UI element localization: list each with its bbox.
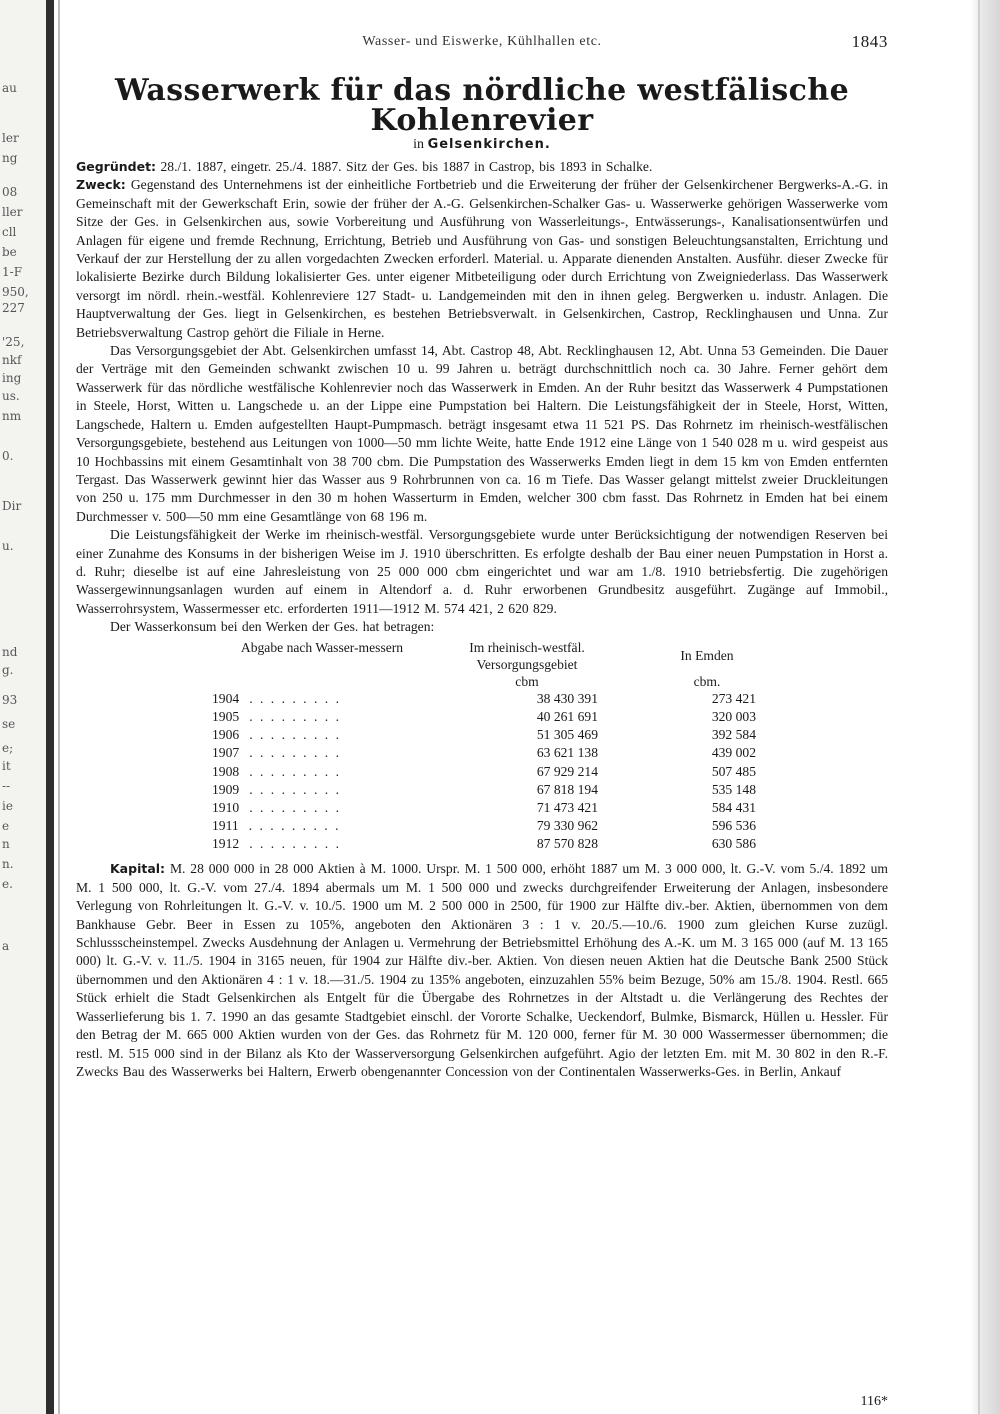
left-page-fragment: nm	[2, 409, 22, 423]
page-edge-line	[978, 0, 980, 1414]
emden-cell: 535 148	[711, 781, 756, 797]
table-row	[212, 691, 792, 709]
company-title: Wasserwerk für das nördliche westfälische Kohlenrevier	[114, 73, 850, 138]
left-page-fragment: 1-F	[2, 265, 23, 279]
founded-text: 28./1. 1887, eingetr. 25./4. 1887. Sitz der Ges. bis 1887 in Castrop, bis 1893 in Schalke.	[160, 159, 653, 174]
table-row	[212, 800, 792, 818]
left-page-fragment: be	[2, 245, 17, 259]
left-page-fragment: ler	[2, 131, 19, 145]
left-page-fragment: cll	[2, 225, 17, 239]
rhein-westf-cell: 38 430 391	[536, 690, 598, 706]
capacity-paragraph: Die Leistungsfähigkeit der Werke im rheinisch-westfäl. Versorgungsgebiete wurde unter Berücksichtigung der notwendigen Reserven bei einer Zunahme des Konsums in der bisherigen Weise im J. 1910 überschritten. Es erfolgte deshalb der Bau einer neuen Pumpstation in Horst a. d. Ruhr; dieselbe ist auf eine Jahresleistung von 25 000 000 cbm eingerichtet und war am 1./8. 1910 betriebsfertig. Die zugehörigen Wassergewinnungsanlagen wurden auf einem in Altendorf a. d. Ruhr erworbenen Grundbesitz ausgeführt. Zugänge auf Immobil., Wasserrohrsystem, Wassermesser etc. erforderten 1911—1912 M. 574 421, 2 620 829.	[76, 527, 888, 616]
water-consumption-table	[212, 639, 792, 855]
left-page-fragment: 0.	[2, 449, 14, 463]
left-page-fragment: e	[2, 819, 10, 833]
unit-cbm-emden: cbm.	[693, 673, 721, 689]
col-head-rhein-westf: Im rheinisch-westfäl. Versorgungsgebiet	[469, 639, 585, 672]
founded-label: Gegründet:	[76, 159, 157, 174]
document-page	[76, 30, 888, 1410]
left-page-fragment: Dir	[2, 499, 22, 513]
emden-cell: 584 431	[711, 799, 756, 815]
left-page-fragment: n	[2, 837, 10, 851]
supply-area-paragraph: Das Versorgungsgebiet der Abt. Gelsenkirchen umfasst 14, Abt. Castrop 48, Abt. Recklinghausen 12, Abt. Unna 53 Gemeinden. Die Dauer der Verträge mit den Gemeinden schwankt zwischen 10 u. 99 Jahren u. beträgt durchschnittlich noch ca. 30 Jahre. Ferner gehört dem Wasserwerk für das nördliche westfälische Kohlenrevier noch das Wasserwerk in Emden. An der Ruhr besitzt das Wasserwerk 4 Pumpstationen in Steele, Horst, Witten u. Langschede u. an der Lippe eine Pumpstation bei Haltern. Die Leistungsfähigkeit der in Steele, Horst, Witten, Langschede, Haltern u. Emden aufgestellten Haupt-Pumpmasch. beträgt insgesamt etwa 11 521 PS. Das Rohrnetz im rheinisch-westfälischen Versorgungsgebiete, bestehend aus Leitungen von 1000—50 mm lichte Weite, hatte Ende 1912 eine Länge von 1 540 028 m u. wird gespeist aus 10 Hochbassins mit einem Gesamtinhalt von 38 700 cbm. Die Pumpstation des Wasserwerks Emden liegt in dem 15 km von Emden entfernten Tergast. Das Wasserwerk gewinnt hier das Wasser aus 9 Rohrbrunnen von ca. 16 m Tiefe. Das Wasser gelangt mittelst zweier Druckleitungen von 250 u. 175 mm Durchmesser in den 30 m hohen Wasserturm in Emden, welcher 300 cbm fasst. Das Rohrnetz in Emden hat bei einem Durchmesser v. 500—50 mm eine Gesamtlänge von 68 196 m.	[76, 343, 888, 524]
rhein-westf-cell: 67 818 194	[536, 781, 598, 797]
col-head-delivery: Abgabe nach Wasser-messern	[240, 639, 404, 655]
capital-paragraph	[76, 860, 888, 1081]
gutter-shadow	[58, 0, 60, 1414]
left-page-fragment: ie	[2, 799, 13, 813]
table-intro: Der Wasserkonsum bei den Werken der Ges. hat betragen:	[110, 619, 435, 635]
left-page-fragment: us.	[2, 389, 20, 403]
rhein-westf-cell: 79 330 962	[536, 818, 598, 834]
left-page-fragment: e.	[2, 877, 13, 891]
year-cell: 1911 . . . . . . . . .	[212, 818, 341, 834]
left-page-fragment: n.	[2, 857, 14, 871]
emden-cell: 596 536	[711, 818, 756, 834]
left-page-fragment: ng	[2, 151, 18, 165]
emden-cell: 439 002	[711, 745, 756, 761]
table-row	[212, 764, 792, 782]
company-location	[76, 137, 888, 153]
table-row	[212, 782, 792, 800]
table-row	[212, 836, 792, 854]
rhein-westf-cell: 71 473 421	[536, 799, 598, 815]
year-cell: 1912 . . . . . . . . .	[212, 836, 341, 852]
capital-label: Kapital:	[110, 861, 166, 877]
left-page-fragment: nd	[2, 645, 18, 659]
purpose-text: Gegenstand des Unternehmens ist der einheitliche Fortbetrieb und die Erweiterung der früher der Gelsenkirchener Bergwerks-A.-G. in Gemeinschaft mit der Gewerkschaft Erin, sowie der früher der A.-G. Gelsenkirchen-Schalker Gas- u. Wasserwerke gehörigen Wasserwerke vom Sitze der Ges. in Gelsenkirchen aus, sowie Vorbereitung und Ausführung von Wasserleitungs-, Entwässerungs-, Kanalisationsentwürfen und Anlagen für eigene und fremde Rechnung, Errichtung, Betrieb und Ausführung von Gas- und sonstigen Beleuchtungsanstalten, Errichtung und Verkauf der zur Herstellung der zu allen vorgedachten Zwecken erforderl. Material. u. Apparate dienenden Anstalten. Ausführ. dieser Zwecke für lokalisierte Bezirke durch Bildung lokalisierter Ges. unter eigener Mitbeteiligung oder durch Errichtung von Zweigniederlass. Das Wasserwerk versorgt im nördl. rhein.-westfäl. Kohlenreviere 127 Stadt- u. Landgemeinden mit den in ihnen geleg. Bergwerken u. industr. Anlagen. Die Hauptverwaltung der Ges. liegt in Gelsenkirchen, es bestehen Betriebsverwalt. in Gelsenkirchen, Castrop, Recklinghausen und Unna. Zur Betriebsverwaltung Castrop gehört die Filiale in Herne.	[76, 177, 888, 340]
signature-mark: 116*	[860, 1394, 888, 1409]
table-row	[212, 818, 792, 836]
founded-paragraph	[76, 158, 888, 176]
rhein-westf-cell: 63 621 138	[536, 745, 598, 761]
purpose-paragraph	[76, 176, 888, 342]
unit-cbm: cbm	[515, 673, 539, 689]
subtitle-city: Gelsenkirchen.	[427, 137, 551, 152]
left-page-fragment: au	[2, 81, 17, 95]
left-page-fragment: u.	[2, 539, 14, 553]
year-cell: 1909 . . . . . . . . .	[212, 781, 341, 797]
left-page-fragment: 08	[2, 185, 18, 199]
book-gutter	[46, 0, 54, 1414]
page-number: 1843	[851, 32, 888, 51]
running-title: Wasser- und Eiswerke, Kühlhallen etc.	[362, 34, 602, 49]
table-header-row	[212, 639, 792, 673]
year-cell: 1904 . . . . . . . . .	[212, 690, 341, 706]
emden-cell: 320 003	[711, 708, 756, 724]
left-page-fragment: ller	[2, 205, 23, 219]
year-cell: 1906 . . . . . . . . .	[212, 727, 341, 743]
running-header	[76, 30, 888, 56]
left-facing-page	[0, 0, 48, 1414]
year-cell: 1908 . . . . . . . . .	[212, 763, 341, 779]
left-page-fragment: 93	[2, 693, 18, 707]
page-edge	[970, 0, 1000, 1414]
left-page-fragment: ing	[2, 371, 22, 385]
subtitle-prefix: in	[413, 137, 425, 152]
left-page-fragment: g.	[2, 663, 14, 677]
emden-cell: 630 586	[711, 836, 756, 852]
purpose-label: Zweck:	[76, 177, 126, 193]
rhein-westf-cell: 51 305 469	[536, 727, 598, 743]
col-head-emden: In Emden	[680, 648, 734, 664]
left-page-fragment: nkf	[2, 353, 22, 367]
left-page-fragment: 227	[2, 301, 25, 315]
year-cell: 1910 . . . . . . . . .	[212, 799, 341, 815]
year-cell: 1907 . . . . . . . . .	[212, 745, 341, 761]
emden-cell: 507 485	[711, 763, 756, 779]
rhein-westf-cell: 40 261 691	[536, 708, 598, 724]
left-page-fragment: '25,	[2, 335, 25, 349]
table-unit-row	[212, 673, 792, 691]
rhein-westf-cell: 67 929 214	[536, 763, 598, 779]
left-page-fragment: a	[2, 939, 10, 953]
left-page-fragment: --	[2, 779, 11, 793]
table-row	[212, 709, 792, 727]
capital-text: M. 28 000 000 in 28 000 Aktien à M. 1000. Urspr. M. 1 500 000, erhöht 1887 um M. 3 000 000, lt. G.-V. vom 5./4. 1892 um M. 1 500 000, lt. G.-V. vom 27./4. 1894 abermals um M. 1 500 000 und zwecks durchgreifender Erweiterung der Anlagen, insbesondere Verlegung von Rohrleitungen lt. G.-V. v. 10./5. 1900 um M. 2 500 000 in 2500, für 1900 zur Hälfte div.-ber. Aktien, übernommen von dem Bankhause Gebr. Beer in Essen zu 105%, angeboten den Aktionären 3 : 1 v. 20./5.—10./6. 1900 zum gleichen Kurse zuzügl. Schlussscheinstempel. Zwecks Ausdehnung der Anlagen u. Vermehrung der Betriebsmittel Erhöhung des A.-K. um M. 3 165 000 (auf M. 13 165 000) lt. G.-V. v. 11./5. 1904 in 3165 neuen, für 1904 zur Hälfte div.-ber. Aktien. Von diesen neuen Aktien hat die Deutsche Bank 2500 Stück übernommen und den Aktionären 4 : 1 v. 18.—31./5. 1904 zu 135% angeboten, einzuzahlen 55% beim Bezuge, 50% am 15./8. 1904. Restl. 665 Stück erhielt die Stadt Gelsenkirchen als Entgelt für die Übergabe des Rohrnetzes in der Altstadt u. die Verlängerung des Rechtes der Wasserlieferung bis 1. 7. 1990 an das gesamte Stadtgebiet einschl. der Vororte Schalke, Ueckendorf, Bulmke, Bismarck, Hüllen u. Hessler. Für den Betrag der M. 665 000 Aktien wurden von der Ges. das Rohrnetz für M. 120 000, ferner für M. 30 000 Wassermesser übernommen; die restl. M. 515 000 sind in der Bilanz als Kto der Wasserversorgung Gelsenkirchen aufgeführt. Agio der letzten Em. mit M. 30 802 in den R.-F. Zwecks Bau des Wasserwerks bei Haltern, Erwerb obengenannter Concession von der Continentalen Wasserwerks-Ges. in Berlin, Ankauf	[76, 861, 888, 1079]
table-row	[212, 745, 792, 763]
rhein-westf-cell: 87 570 828	[536, 836, 598, 852]
left-page-fragment: e;	[2, 741, 14, 755]
left-page-fragment: se	[2, 717, 16, 731]
emden-cell: 392 584	[711, 727, 756, 743]
year-cell: 1905 . . . . . . . . .	[212, 708, 341, 724]
left-page-fragment: it	[2, 759, 11, 773]
table-row	[212, 727, 792, 745]
left-page-fragment: 950,	[2, 285, 29, 299]
emden-cell: 273 421	[711, 690, 756, 706]
